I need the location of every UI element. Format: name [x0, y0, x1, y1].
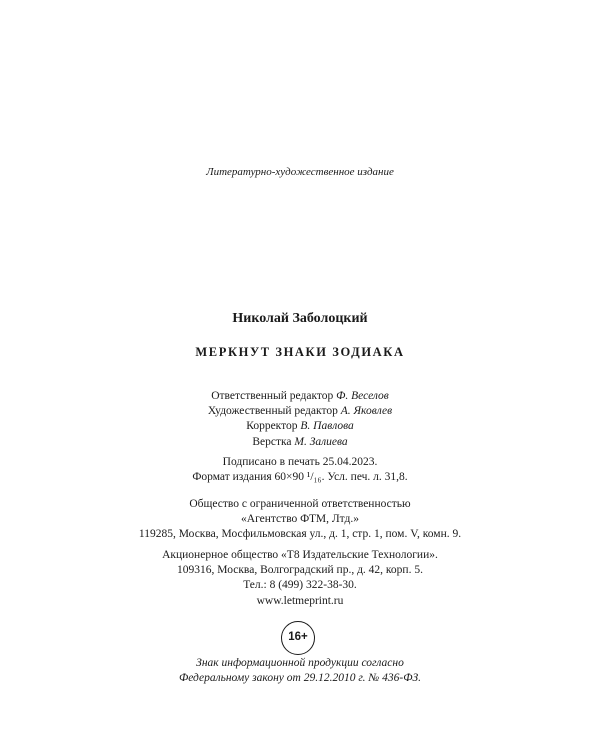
credits-block	[0, 389, 600, 450]
publisher-line: «Агентство ФТМ, Лтд.»	[241, 513, 359, 526]
law-notice-line: Федеральному закону от 29.12.2010 г. № 436-ФЗ.	[178, 672, 422, 685]
genre-label: Литературно-художественное издание	[206, 166, 394, 178]
credit-role: Художественный редактор	[207, 405, 338, 418]
print-info-block	[0, 455, 600, 485]
credit-line	[0, 435, 600, 450]
publisher-address: 119285, Москва, Мосфильмовская ул., д. 1, стр. 1, пом. V, комн. 9.	[138, 528, 462, 541]
printer-line: Акционерное общество «Т8 Издательские Технологии».	[162, 549, 438, 561]
printer-block	[0, 548, 600, 609]
publisher-line: Общество с ограниченной ответственностью	[189, 498, 411, 510]
author-name: Николай Заболоцкий	[232, 311, 368, 326]
credit-line	[0, 419, 600, 434]
law-notice	[0, 656, 600, 686]
book-title: МЕРКНУТ ЗНАКИ ЗОДИАКА	[195, 345, 405, 359]
printer-website: www.letmeprint.ru	[256, 594, 344, 607]
credit-person: А. Яковлев	[340, 405, 393, 418]
print-info-line: Формат издания 60×90 ¹/₁₆. Усл. печ. л. 31,8.	[192, 471, 408, 484]
credit-line	[0, 389, 600, 404]
credit-role: Верстка	[252, 435, 292, 448]
credit-role: Корректор	[246, 420, 298, 433]
printer-address: 109316, Москва, Волгоградский пр., д. 42, корп. 5.	[177, 564, 423, 577]
law-notice-line: Знак информационной продукции согласно	[196, 657, 404, 669]
print-info-line: Подписано в печать 25.04.2023.	[222, 456, 378, 468]
printer-phone: Тел.: 8 (499) 322-38-30.	[243, 579, 357, 592]
credit-role: Ответственный редактор	[211, 390, 334, 402]
publisher-block	[0, 497, 600, 543]
credit-person: Ф. Веселов	[336, 390, 389, 402]
credit-line	[0, 404, 600, 419]
credit-person: В. Павлова	[300, 420, 354, 433]
age-rating-badge: 16+	[281, 621, 315, 655]
credit-person: М. Залиева	[294, 435, 348, 448]
